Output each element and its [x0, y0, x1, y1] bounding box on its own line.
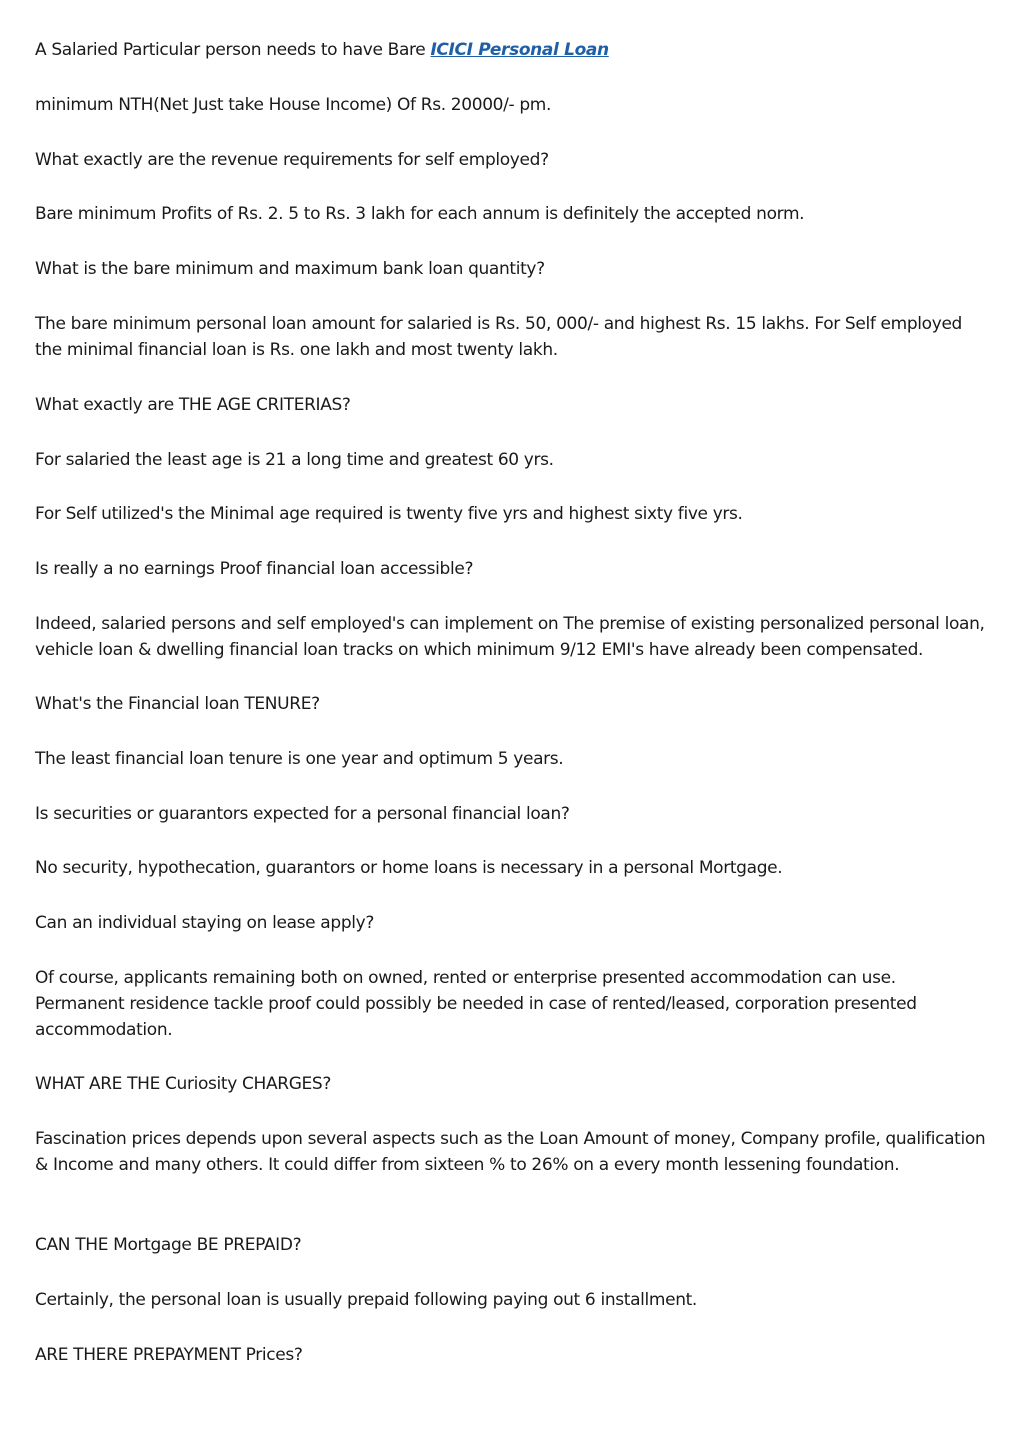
paragraph-20: Certainly, the personal loan is usually prepaid following paying out 6 installment. — [35, 1290, 697, 1310]
question-prepayment-prices: ARE THERE PREPAYMENT Prices? — [35, 1345, 303, 1365]
question-no-income-proof: Is really a no earnings Proof financial loan accessible? — [35, 559, 474, 579]
paragraph-5: The bare minimum personal loan amount for salaried is Rs. 50, 000/- and highest Rs. 15 lakhs. For Self employed the minimal financial loan is Rs. one lakh and most twenty lakh. — [35, 314, 962, 360]
question-loan-quantity: What is the bare minimum and maximum bank loan quantity? — [35, 259, 545, 279]
question-loan-tenure: What's the Financial loan TENURE? — [35, 694, 320, 714]
intro-paragraph — [35, 37, 990, 63]
intro-text: A Salaried Particular person needs to have Bare — [35, 40, 431, 60]
icici-personal-loan-link[interactable]: ICICI Personal Loan — [430, 40, 609, 60]
question-age-criteria: What exactly are THE AGE CRITERIAS? — [35, 395, 351, 415]
question-self-employed-revenue: What exactly are the revenue requirements for self employed? — [35, 150, 549, 170]
question-interest-charges: WHAT ARE THE Curiosity CHARGES? — [35, 1074, 332, 1094]
question-securities: Is securities or guarantors expected for a personal financial loan? — [35, 804, 570, 824]
question-prepaid: CAN THE Mortgage BE PREPAID? — [35, 1235, 302, 1255]
paragraph-3: Bare minimum Profits of Rs. 2. 5 to Rs. 3 lakh for each annum is definitely the accepted norm. — [35, 204, 805, 224]
paragraph-8: For Self utilized's the Minimal age required is twenty five yrs and highest sixty five yrs. — [35, 504, 743, 524]
paragraph-12: The least financial loan tenure is one year and optimum 5 years. — [35, 749, 564, 769]
question-lease: Can an individual staying on lease apply? — [35, 913, 375, 933]
paragraph-16: Of course, applicants remaining both on owned, rented or enterprise presented accommodation can use. Permanent residence tackle proof could possibly be needed in case of rented/leased, corporation presented accommodation. — [35, 968, 917, 1040]
paragraph-14: No security, hypothecation, guarantors or home loans is necessary in a personal Mortgage. — [35, 858, 783, 878]
paragraph-10: Indeed, salaried persons and self employed's can implement on The premise of existing personalized personal loan, vehicle loan & dwelling financial loan tracks on which minimum 9/12 EMI's have already been compensated. — [35, 614, 985, 660]
paragraph-7: For salaried the least age is 21 a long time and greatest 60 yrs. — [35, 450, 554, 470]
paragraph-1: minimum NTH(Net Just take House Income) Of Rs. 20000/- pm. — [35, 95, 552, 115]
paragraph-18: Fascination prices depends upon several aspects such as the Loan Amount of money, Company profile, qualification & Income and many others. It could differ from sixteen % to 26% on a every month lessening foundation. — [35, 1129, 986, 1175]
